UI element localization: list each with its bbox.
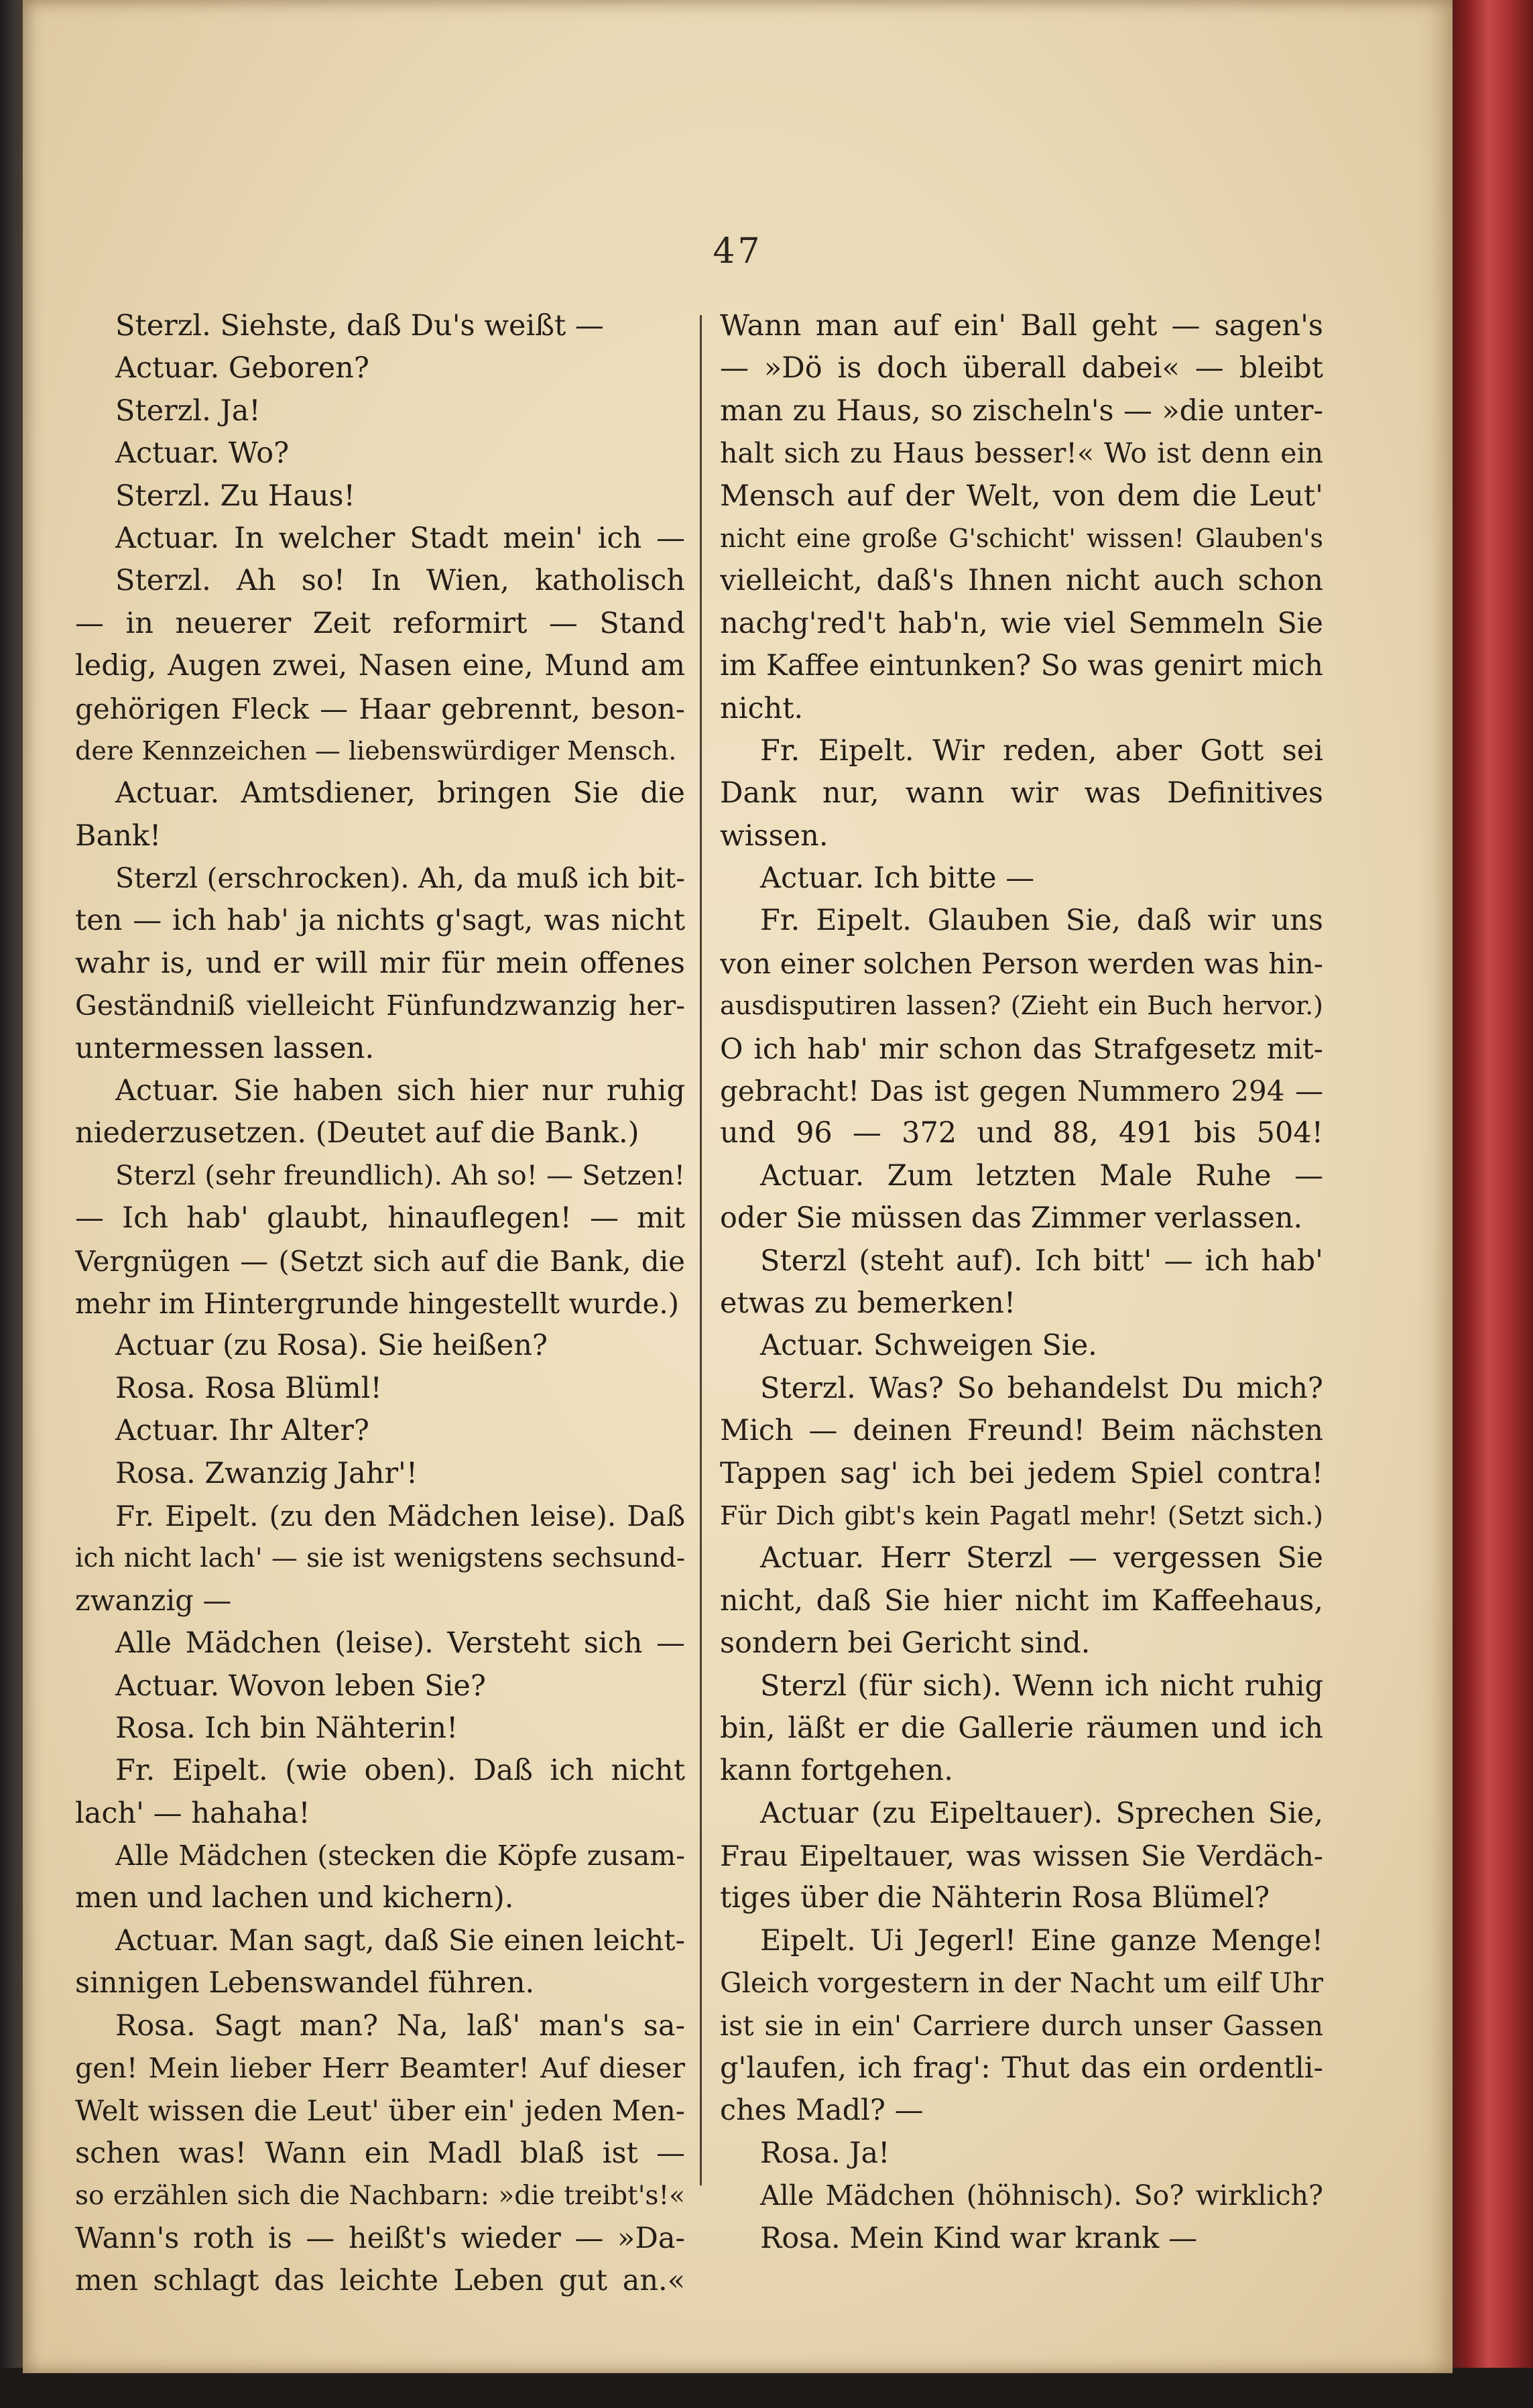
text-line: Sterzl (steht auf). Ich bitt' — ich hab' bbox=[760, 1244, 1323, 1278]
text-line: Fr. Eipelt. Glauben Sie, daß wir uns bbox=[760, 904, 1323, 938]
text-line: Vergnügen — (Setzt sich auf die Bank, die bbox=[75, 1244, 685, 1278]
text-line: gehörigen Fleck — Haar gebrennt, beson- bbox=[75, 692, 685, 725]
text-line: kann fortgehen. bbox=[720, 1754, 953, 1788]
text-line: ten — ich hab' ja nichts g'sagt, was nicht bbox=[75, 904, 685, 938]
text-line: lach' — hahaha! bbox=[75, 1796, 310, 1830]
text-line: von einer solchen Person werden was hin- bbox=[720, 947, 1323, 980]
text-line: Sterzl. Siehste, daß Du's weißt — bbox=[115, 309, 604, 343]
text-line: Frau Eipeltauer, was wissen Sie Verdäch- bbox=[720, 1840, 1323, 1873]
text-line: Geständniß vielleicht Fünfundzwanzig her- bbox=[75, 989, 685, 1022]
text-line: Rosa. Ja! bbox=[760, 2136, 890, 2170]
text-line: g'laufen, ich frag': Thut das ein ordentli- bbox=[720, 2051, 1323, 2086]
column-divider bbox=[700, 315, 702, 2185]
text-line: — in neuerer Zeit reformirt — Stand bbox=[75, 606, 685, 640]
text-line: nicht, daß Sie hier nicht im Kaffeehaus, bbox=[720, 1583, 1323, 1618]
text-line: vielleicht, daß's Ihnen nicht auch schon bbox=[720, 564, 1323, 598]
text-line: Gleich vorgestern in der Nacht um eilf Uhr bbox=[720, 1967, 1323, 2000]
text-line: halt sich zu Haus besser!« Wo ist denn ein bbox=[720, 437, 1323, 470]
text-line: Actuar. Ihr Alter? bbox=[115, 1414, 369, 1448]
text-line: Sterzl (für sich). Wenn ich nicht ruhig bbox=[760, 1669, 1323, 1703]
text-line: nicht eine große G'schicht' wissen! Glauben's bbox=[720, 523, 1323, 553]
text-line: Sterzl. Ah so! In Wien, katholisch bbox=[115, 564, 685, 598]
text-line: Actuar. Sie haben sich hier nur ruhig bbox=[115, 1074, 685, 1108]
text-line: Fr. Eipelt. Wir reden, aber Gott sei bbox=[760, 733, 1323, 768]
text-line: dere Kennzeichen — liebenswürdiger Mensch. bbox=[75, 735, 677, 766]
text-line: Fr. Eipelt. (wie oben). Daß ich nicht bbox=[115, 1754, 685, 1788]
text-line: Fr. Eipelt. (zu den Mädchen leise). Daß bbox=[115, 1499, 685, 1532]
text-line: Rosa. Mein Kind war krank — bbox=[760, 2221, 1197, 2255]
text-line: Sterzl (erschrocken). Ah, da muß ich bit- bbox=[115, 862, 685, 895]
text-line: Rosa. Sagt man? Na, laß' man's sa- bbox=[115, 2008, 685, 2043]
text-line: Mich — deinen Freund! Beim nächsten bbox=[720, 1414, 1323, 1448]
text-line: Mensch auf der Welt, von dem die Leut' bbox=[720, 479, 1323, 513]
text-line: Alle Mädchen (stecken die Köpfe zusam- bbox=[115, 1840, 685, 1872]
text-line: sinnigen Lebenswandel führen. bbox=[75, 1966, 535, 2000]
text-line: Sterzl. Was? So behandelst Du mich? bbox=[760, 1371, 1323, 1405]
text-line: Rosa. Ich bin Nähterin! bbox=[115, 1711, 458, 1745]
text-line: Actuar. Herr Sterzl — vergessen Sie bbox=[760, 1541, 1323, 1575]
text-line: nicht. bbox=[720, 691, 804, 725]
text-line: etwas zu bemerken! bbox=[720, 1286, 1016, 1320]
text-line: Rosa. Rosa Blüml! bbox=[115, 1371, 382, 1405]
text-line: niederzusetzen. (Deutet auf die Bank.) bbox=[75, 1116, 639, 1150]
text-line: ausdisputiren lassen? (Zieht ein Buch hervor.) bbox=[720, 991, 1323, 1021]
text-line: Actuar. Wo? bbox=[115, 436, 290, 471]
text-line: wissen. bbox=[720, 819, 829, 853]
text-line: ledig, Augen zwei, Nasen eine, Mund am bbox=[75, 649, 685, 683]
text-line: Actuar (zu Eipeltauer). Sprechen Sie, bbox=[760, 1796, 1323, 1830]
text-line: gen! Mein lieber Herr Beamter! Auf dieser bbox=[75, 2052, 685, 2085]
text-line: sondern bei Gericht sind. bbox=[720, 1626, 1091, 1661]
text-line: men schlagt das leichte Leben gut an.« bbox=[75, 2263, 685, 2297]
book-bottom-edge bbox=[0, 2368, 1533, 2408]
text-line: Alle Mädchen (höhnisch). So? wirklich? bbox=[760, 2179, 1323, 2212]
text-line: Sterzl. Zu Haus! bbox=[115, 479, 355, 513]
text-line: Actuar. Schweigen Sie. bbox=[760, 1329, 1097, 1363]
book-spine-right bbox=[1453, 0, 1533, 2408]
text-line: und 96 — 372 und 88, 491 bis 504! bbox=[720, 1116, 1323, 1150]
text-line: gebracht! Das ist gegen Nummero 294 — bbox=[720, 1075, 1323, 1108]
text-line: nachg'red't hab'n, wie viel Semmeln Sie bbox=[720, 606, 1323, 640]
text-line: Bank! bbox=[75, 819, 162, 853]
text-column-left bbox=[75, 305, 685, 2302]
text-line: men und lachen und kichern). bbox=[75, 1881, 514, 1915]
text-line: Actuar (zu Rosa). Sie heißen? bbox=[115, 1329, 548, 1363]
text-line: Tappen sag' ich bei jedem Spiel contra! bbox=[720, 1456, 1323, 1490]
text-line: Actuar. Man sagt, daß Sie einen leicht- bbox=[115, 1923, 685, 1958]
text-line: Rosa. Zwanzig Jahr'! bbox=[115, 1456, 418, 1490]
text-line: Sterzl. Ja! bbox=[115, 394, 261, 428]
text-line: ist sie in ein' Carriere durch unser Gassen bbox=[720, 2009, 1323, 2042]
text-line: Actuar. Ich bitte — bbox=[760, 861, 1035, 896]
text-line: Wann man auf ein' Ball geht — sagen's bbox=[720, 309, 1323, 343]
text-line: Für Dich gibt's kein Pagatl mehr! (Setzt sich.) bbox=[720, 1500, 1323, 1530]
text-line: O ich hab' mir schon das Strafgesetz mit- bbox=[720, 1032, 1323, 1065]
text-line: mehr im Hintergrunde hingestellt wurde.) bbox=[75, 1286, 680, 1320]
text-line: so erzählen sich die Nachbarn: »die treibt's!« bbox=[75, 2181, 685, 2212]
text-line: Actuar. Geboren? bbox=[115, 351, 369, 385]
text-line: Actuar. Wovon leben Sie? bbox=[115, 1669, 486, 1703]
text-line: ches Madl? — bbox=[720, 2094, 924, 2128]
text-line: Sterzl (sehr freundlich). Ah so! — Setzen! bbox=[115, 1160, 685, 1191]
text-line: bin, läßt er die Gallerie räumen und ich bbox=[720, 1711, 1323, 1745]
text-line: Actuar. In welcher Stadt mein' ich — bbox=[115, 521, 685, 555]
text-line: — Ich hab' glaubt, hinauflegen! — mit bbox=[75, 1201, 685, 1236]
text-line: schen was! Wann ein Madl blaß ist — bbox=[75, 2136, 685, 2170]
text-line: Actuar. Amtsdiener, bringen Sie die bbox=[115, 776, 685, 810]
text-line: man zu Haus, so zischeln's — »die unter- bbox=[720, 394, 1323, 428]
text-line: im Kaffee eintunken? So was genirt mich bbox=[720, 649, 1323, 683]
text-line: zwanzig — bbox=[75, 1583, 232, 1618]
text-line: — »Dö is doch überall dabei« — bleibt bbox=[720, 351, 1323, 385]
text-line: Eipelt. Ui Jegerl! Eine ganze Menge! bbox=[760, 1923, 1323, 1958]
text-line: Wann's roth is — heißt's wieder — »Da- bbox=[75, 2221, 685, 2255]
text-line: tiges über die Nähterin Rosa Blümel? bbox=[720, 1881, 1270, 1915]
text-line: wahr is, und er will mir für mein offenes bbox=[75, 946, 685, 980]
text-line: Actuar. Zum letzten Male Ruhe — bbox=[760, 1158, 1323, 1193]
text-line: Alle Mädchen (leise). Versteht sich — bbox=[115, 1626, 685, 1661]
book-binding-left bbox=[0, 0, 23, 2408]
text-line: untermessen lassen. bbox=[75, 1031, 375, 1065]
text-line: Welt wissen die Leut' über ein' jeden Men- bbox=[75, 2094, 685, 2128]
text-column-right bbox=[720, 305, 1323, 2260]
book-page bbox=[23, 0, 1453, 2373]
text-line: Dank nur, wann wir was Definitives bbox=[720, 776, 1323, 810]
page-number: 47 bbox=[713, 231, 763, 272]
text-line: ich nicht lach' — sie ist wenigstens sechsund- bbox=[75, 1543, 685, 1574]
text-line: oder Sie müssen das Zimmer verlassen. bbox=[720, 1201, 1303, 1236]
